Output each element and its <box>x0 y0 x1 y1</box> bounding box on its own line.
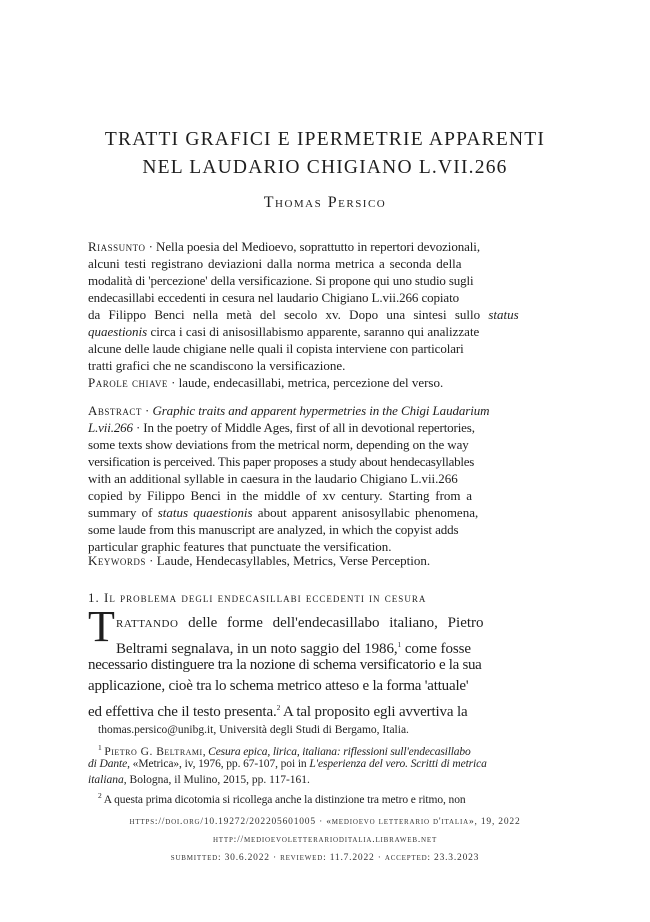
footnote-ref[interactable]: 2 <box>276 703 281 712</box>
riassunto-line: alcune delle laude chigiane nelle quali il copista interviene con particolari <box>88 341 464 356</box>
abstract-title: Graphic traits and apparent hypermetries in the Chigi Laudarium <box>152 403 490 418</box>
body-text: rattando delle forme dell'endecasillabo italiano, Pietro Beltrami segnalava, in un noto saggio del 1986,$^1$ come fosse necessario distinguere tra la nozione di schema versificatorio e la sua applicazione, cioè tra lo schema metrico atteso e la forma 'attuale' ed effettiva che il testo presenta.$^2$ A tal proposito egli avvertiva la <box>88 613 516 718</box>
keywords-text: Laude, Hendecasyllables, Metrics, Verse Perception. <box>156 553 431 568</box>
abstract-line: versification is perceived. This paper proposes a study about hendecasyllables <box>88 454 475 469</box>
abstract-line: some laude from this manuscript are analyzed, in which the copyist adds <box>88 522 459 537</box>
footnotes: thomas.persico@unibg.it, Università degli Studi di Bergamo, Italia. $^1$ Pietro G. Beltrami, Cesura epica, lirica, italiana: riflessioni sull'endecasillabo di Dante, «Metrica», iv, 1976, pp. 67-107, poi in L'esperienza del vero. Scritti di metrica italiana, Bologna, il Mulino, 2015, pp. 117-161. $^2$ A questa prima dicotomia si ricollega anche la distinzione tra metro e ritmo, non <box>88 722 516 804</box>
drop-cap: T <box>88 602 115 651</box>
riassunto-line: da Filippo Benci nella metà del secolo xv. Dopo una sintesi sullo <box>88 307 481 322</box>
author-name: Thomas Persico <box>263 194 387 211</box>
riassunto-line: Nella poesia del Medioevo, soprattutto in repertori devozionali, <box>156 239 480 254</box>
abstract-line: copied by Filippo Benci in the middle of xv century. Starting from a <box>88 488 473 503</box>
riassunto-line: circa i casi di anisosillabismo apparente, saranno qui analizzate <box>150 324 480 339</box>
affiliation-note: thomas.persico@unibg.it, Università degli Studi di Bergamo, Italia. <box>98 724 409 736</box>
body-line: necessario distinguere tra la nozione di schema versificatorio e la sua <box>88 657 482 673</box>
parole-chiave-label: Parole chiave <box>88 375 168 390</box>
first-word: rattando <box>116 615 179 631</box>
keywords-block: Keywords · Laude, Hendecasyllables, Metrics, Verse Perception. <box>88 553 431 568</box>
article-title-line-1: TRATTI GRAFICI E IPERMETRIE APPARENTI <box>104 129 546 150</box>
riassunto-block: Riassunto · Nella poesia del Medioevo, soprattutto in repertori devozionali, alcuni testi registrano deviazioni dalla norma metrica a seconda della modalità di 'percezione' della versificazione. Si propone qui uno studio sugli endecasillabi eccedenti in cesura nel laudario Chigiano L.vii.266 copiato da Filippo Benci nella metà del secolo xv. Dopo una sintesi sullo status quaestionis circa i casi di anisosillabismo apparente, saranno qui analizzate alcune delle laude chigiane nelle quali il copista interviene con particolari tratti grafici che ne scandiscono la versificazione. <box>88 239 519 373</box>
footnote-ref[interactable]: 1 <box>397 640 402 649</box>
keywords-label: Keywords <box>88 553 146 568</box>
body-line: applicazione, cioè tra lo schema metrico atteso e la forma 'attuale' <box>88 678 469 694</box>
riassunto-line: alcuni testi registrano deviazioni dalla norma metrica a seconda della <box>88 256 462 271</box>
submission-dates: submitted: 30.6.2022 · reviewed: 11.7.2022 · accepted: 23.3.2023 <box>170 853 480 863</box>
abstract-label: Abstract <box>88 403 142 418</box>
note-author: Pietro G. Beltrami <box>104 745 203 758</box>
abstract-line: In the poetry of Middle Ages, first of all in devotional repertories, <box>143 420 475 435</box>
parole-chiave-text: laude, endecasillabi, metrica, percezione del verso. <box>178 375 444 390</box>
journal-url[interactable]: http://medioevoletterarioditalia.libraweb.net <box>212 835 438 845</box>
doi-line[interactable]: https://doi.org/10.19272/202205601005 · «medioevo letterario d'italia», 19, 2022 <box>129 817 521 827</box>
article-title-line-2: NEL LAUDARIO CHIGIANO L.VII.266 <box>142 157 508 178</box>
riassunto-line: tratti grafici che ne scandiscono la versificazione. <box>88 358 346 373</box>
abstract-block: Abstract · Graphic traits and apparent hypermetries in the Chigi Laudarium L.vii.266 · In the poetry of Middle Ages, first of all in devotional repertories, some texts show deviations from the metrical norm, depending on the way versification is perceived. This paper proposes a study about hendecasyllables with an additional syllable in caesura in the laudario Chigiano L.vii.266 copied by Filippo Benci in the middle of xv century. Starting from a summary of status quaestionis about apparent anisosyllabic phenomena, some laude from this manuscript are analyzed, in which the copyist adds particular graphic features that punctuate the versification. <box>88 402 516 555</box>
riassunto-label: Riassunto <box>88 239 146 254</box>
abstract-line: some texts show deviations from the metrical norm, depending on the way <box>88 437 469 452</box>
section-heading: 1. Il problema degli endecasillabi eccedenti in cesura <box>88 590 427 605</box>
abstract-line: with an additional syllable in caesura in the laudario Chigiano L.vii.266 <box>88 471 458 486</box>
footnote-2-text: A questa prima dicotomia si ricollega anche la distinzione tra metro e ritmo, non <box>103 793 466 806</box>
abstract-line: particular graphic features that punctuate the versification. <box>88 539 392 554</box>
riassunto-line: endecasillabi eccedenti in cesura nel laudario Chigiano L.vii.266 copiato <box>88 290 460 305</box>
parole-chiave-block: Parole chiave · laude, endecasillabi, metrica, percezione del verso. <box>88 375 444 390</box>
riassunto-line: modalità di 'percezione' della versificazione. Si propone qui uno studio sugli <box>88 273 474 288</box>
